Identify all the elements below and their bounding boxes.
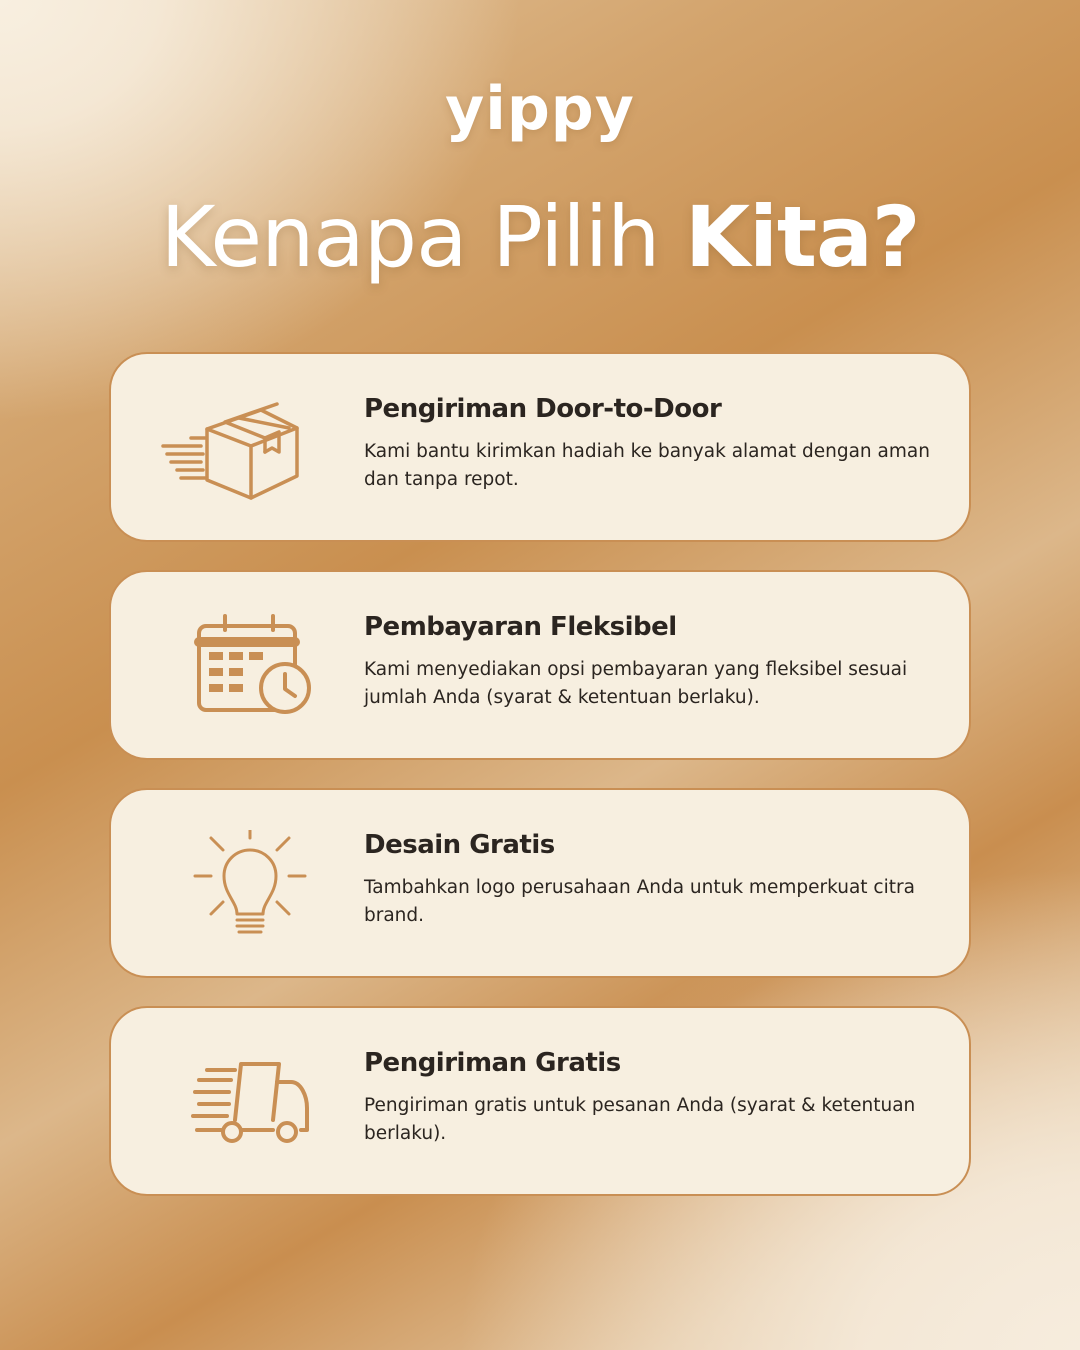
feature-card-free-shipping <box>109 1006 971 1196</box>
calendar-clock-icon <box>161 612 311 722</box>
page-headline <box>0 188 1080 286</box>
delivery-truck-icon <box>161 1048 311 1158</box>
delivery-box-icon <box>161 394 311 504</box>
lightbulb-icon <box>161 830 311 940</box>
feature-card-free-design <box>109 788 971 978</box>
feature-title: Desain Gratis <box>364 830 555 860</box>
headline-regular-text: Kenapa Pilih <box>160 188 686 286</box>
feature-description: Tambahkan logo perusahaan Anda untuk memperkuat citra brand. <box>364 877 915 926</box>
feature-description: Kami bantu kirimkan hadiah ke banyak alamat dengan aman dan tanpa repot. <box>364 441 930 490</box>
feature-description: Kami menyediakan opsi pembayaran yang fleksibel sesuai jumlah Anda (syarat & ketentuan berlaku). <box>364 659 908 708</box>
feature-list <box>109 352 971 1224</box>
headline-bold-text: Kita? <box>685 188 920 286</box>
feature-description: Pengiriman gratis untuk pesanan Anda (syarat & ketentuan berlaku). <box>364 1095 916 1144</box>
feature-card-door-to-door <box>109 352 971 542</box>
feature-title: Pengiriman Door-to-Door <box>364 394 722 424</box>
feature-title: Pembayaran Fleksibel <box>364 612 677 642</box>
brand-logo: yippy <box>445 74 635 144</box>
feature-card-flexible-payment <box>109 570 971 760</box>
feature-title: Pengiriman Gratis <box>364 1048 621 1078</box>
